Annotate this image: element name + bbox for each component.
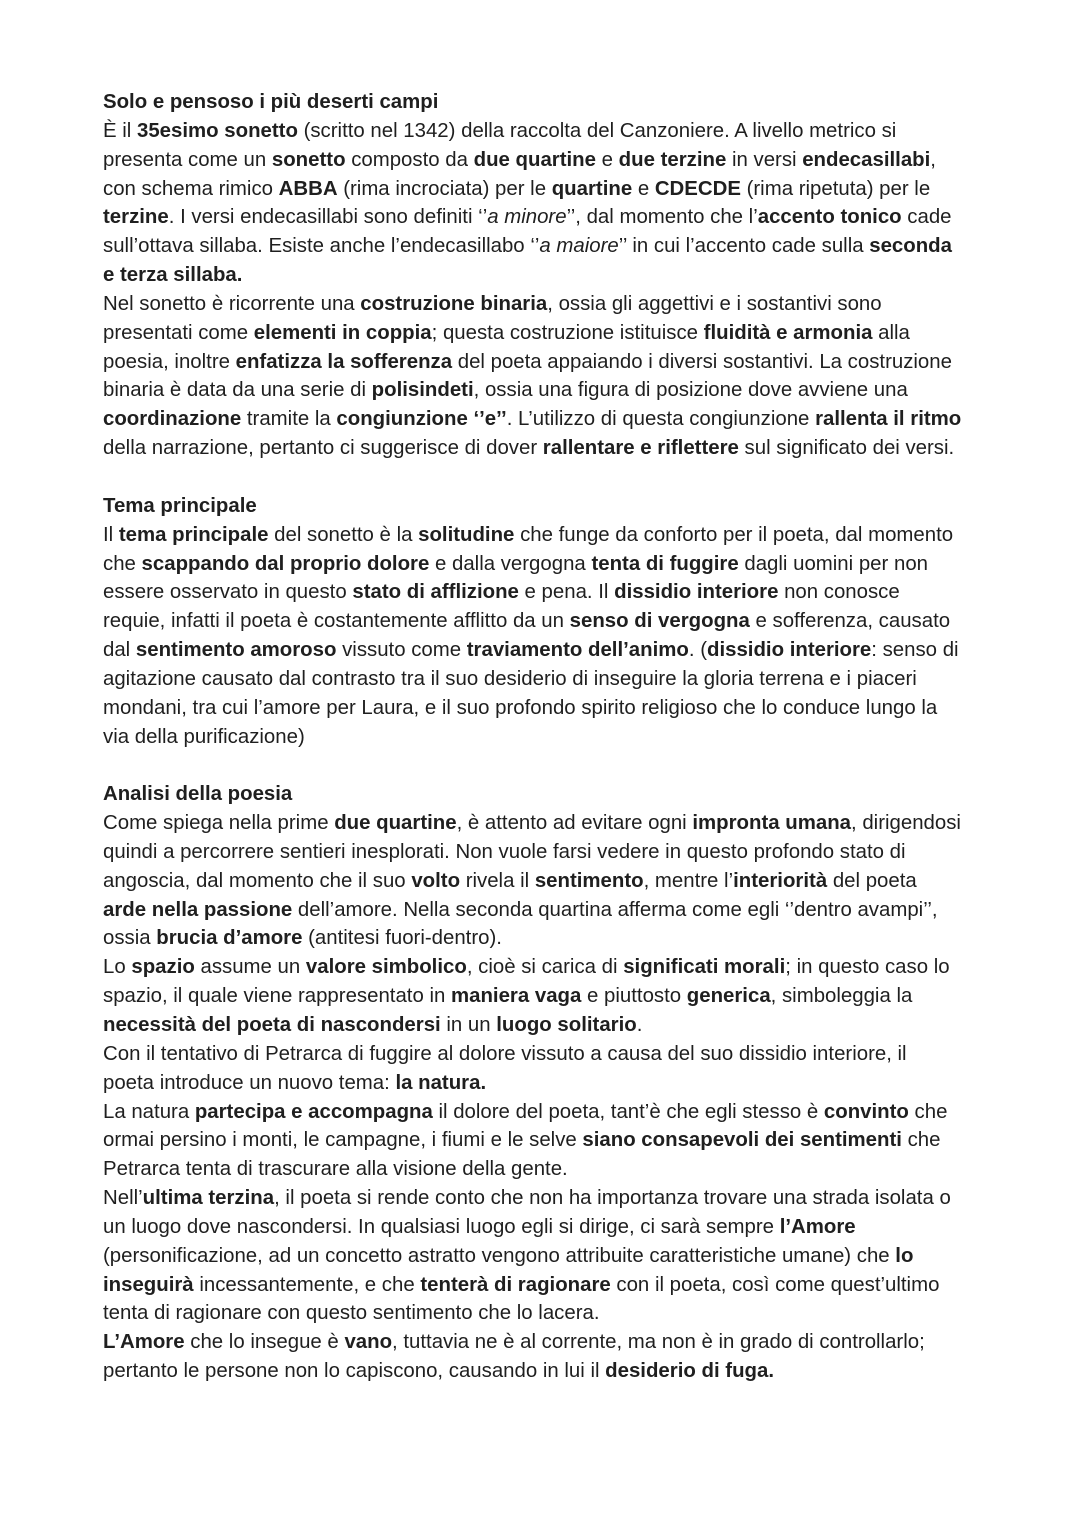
bold-text: due terzine [618,148,727,171]
paragraph [103,1184,963,1328]
paragraph [103,1040,963,1098]
bold-text: generica [686,985,771,1008]
bold-text: terzine [103,206,169,229]
bold-text: lo inseguirà [103,1244,914,1296]
italic-text: a minore [487,206,567,229]
text-run: della narrazione, pertanto ci suggerisce di dover [103,437,543,460]
bold-text: tenterà di ragionare [420,1273,611,1296]
text-run: , il poeta si rende conto che non ha importanza trovare una strada isolata o un luogo dove nascondersi. In qualsiasi luogo egli si dirige, ci sarà sempre [103,1187,951,1238]
section-heading-title: Solo e pensoso i più deserti campi [103,91,439,113]
text-run: , mentre l’ [643,869,734,892]
bold-text: interiorità [733,869,828,892]
text-run: dagli uomini per non essere osservato in questo [103,552,929,604]
bold-text: spazio [131,956,195,979]
bold-text: convinto [823,1100,909,1123]
text-run: ’’ in cui l’accento cade sulla [618,235,870,258]
text-run: , è attento ad evitare ogni [456,812,693,835]
section-spacer [103,463,963,492]
text-run: cade sull’ottava sillaba. Esiste anche l’endecasillabo ‘’ [103,206,952,258]
text-run: che ormai persino i monti, le campagne, i fiumi e le selve [103,1100,948,1152]
paragraph [103,809,963,953]
paragraph [103,953,963,1040]
text-run: rivela il [460,869,535,892]
bold-text: endecasillabi [802,148,931,171]
text-run: , dirigendosi quindi a percorrere sentieri inesplorati. Non vuole farsi vedere in questo profondo stato di angoscia, dal momento che il suo [103,812,961,892]
text-run: Il [103,523,119,546]
text-run: , cioè si carica di [466,956,624,979]
text-run: il dolore del poeta, tant’è che egli stesso è [432,1100,824,1123]
text-run: . [636,1014,643,1036]
section-spacer [103,751,963,780]
text-run: incessantemente, e che [193,1273,421,1296]
text-run: Nell’ [103,1187,143,1210]
bold-text: siano consapevoli dei sentimenti [582,1129,902,1152]
text-run: (personificazione, ad un concetto astratto vengono attribuite caratteristiche umane) che [103,1244,896,1267]
bold-text: tenta di fuggire [591,552,739,575]
text-run: del poeta [827,869,917,892]
bold-text: valore simbolico [305,956,467,979]
text-run: ; in questo caso lo spazio, il quale viene rappresentato in [103,956,950,1008]
text-run: Lo [103,956,132,979]
text-run: . L’utilizzo di questa congiunzione [506,408,816,431]
bold-text: enfatizza la sofferenza [235,350,453,373]
bold-text: arde nella passione [103,898,293,921]
bold-text: congiunzione ‘’e’’ [336,408,507,431]
text-run: in versi [726,148,803,171]
bold-text: ultima terzina [142,1187,275,1210]
paragraph [103,521,963,752]
text-run: in un [440,1014,497,1036]
bold-text: significati morali [623,956,786,979]
bold-text: sonetto [271,148,346,171]
text-run: (antitesi fuori-dentro). [302,927,502,950]
text-run: del poeta appaiando i diversi sostantivi. La costruzione binaria è data da una serie di [103,350,952,402]
bold-text: accento tonico [757,206,902,229]
paragraph [103,1328,963,1386]
text-run: : senso di agitazione causato dal contrasto tra il suo desiderio di inseguire la gloria terrena e i piaceri mondani, tra cui l’amore per Laura, e il suo profondo spirito religioso che lo conduce lungo la via della purificazione) [103,639,959,748]
bold-text: senso di vergogna [569,610,750,633]
bold-text: dissidio interiore [614,581,779,604]
bold-text: fluidità e armonia [703,321,873,344]
bold-text: partecipa e accompagna [194,1100,433,1123]
bold-text: sentimento amoroso [135,639,337,662]
bold-text: l’Amore [779,1215,856,1238]
text-run: È il [103,119,137,142]
bold-text: sentimento [534,869,644,892]
bold-text: volto [411,869,461,892]
text-run: sul significato dei versi. [738,437,955,460]
bold-text: CDECDE [654,177,741,200]
text-run: non conosce requie, infatti il poeta è costantemente afflitto da un [103,581,900,633]
italic-text: a maiore [539,235,619,258]
section-heading-analisi: Analisi della poesia [103,783,293,806]
text-run: che Petrarca tenta di trascurare alla visione della gente. [103,1129,941,1181]
bold-text: maniera vaga [451,985,582,1008]
bold-text: due quartine [473,148,596,171]
bold-text: 35esimo sonetto [137,119,298,142]
text-run: e pena. Il [518,581,615,604]
bold-text: luogo solitario [496,1014,637,1036]
bold-text: dissidio interiore [706,639,872,662]
document-page [103,88,963,1386]
text-run: Come spiega nella prime [103,812,335,835]
text-run: e sofferenza, causato dal [103,610,951,662]
bold-text: vano [344,1331,393,1354]
bold-text: elementi in coppia [253,321,432,344]
text-run: assume un [194,956,306,979]
bold-text: ABBA [278,177,338,200]
paragraph [103,1098,963,1185]
text-run: , simboleggia la [770,985,913,1008]
text-run: ; questa costruzione istituisce [431,321,704,344]
text-run: con il poeta, così come quest’ultimo tenta di ragionare con questo sentimento che lo lacera. [103,1273,940,1325]
text-run: Con il tentativo di Petrarca di fuggire al dolore vissuto a causa del suo dissidio interiore, il poeta introduce un nuovo tema: [103,1042,907,1094]
text-run: che funge da conforto per il poeta, dal momento che [103,523,954,575]
text-run: ’’, dal momento che l’ [566,206,758,229]
bold-text: rallentare e riflettere [542,437,739,460]
text-run: , tuttavia ne è al corrente, ma non è in grado di controllarlo; pertanto le persone non lo capiscono, causando in lui il [103,1331,925,1383]
text-run: che lo insegue è [184,1331,345,1354]
bold-text: due quartine [334,812,457,835]
bold-text: scappando dal proprio dolore [141,552,430,575]
text-run: (rima ripetuta) per le [740,177,931,200]
text-run: (rima incrociata) per le [337,177,552,200]
text-run: tramite la [241,408,337,431]
text-run: (scritto nel 1342) della raccolta del Canzoniere. A livello metrico si presenta come un [103,119,897,171]
text-run: . ( [688,639,707,662]
bold-text: quartine [551,177,633,200]
bold-text: tema principale [118,523,269,546]
text-run: composto da [345,148,474,171]
bold-text: rallenta il ritmo [815,408,962,431]
text-run: . I versi endecasillabi sono definiti ‘’ [168,206,488,229]
bold-text: necessità del poeta di nascondersi [103,1014,441,1036]
bold-text: solitudine [418,523,515,546]
text-run: , con schema rimico [103,148,936,200]
bold-text: impronta umana [692,812,851,835]
bold-text: coordinazione [103,408,242,431]
text-run: vissuto come [336,639,467,662]
text-run: dell’amore. Nella seconda quartina afferma come egli ‘’dentro avampi’’, ossia [103,898,938,950]
section-tema [103,492,963,752]
bold-text: brucia d’amore [156,927,303,950]
bold-text: polisindeti [371,379,474,402]
paragraph [103,290,963,463]
text-run: del sonetto è la [268,523,419,546]
section-analisi [103,780,963,1386]
text-run: e [595,148,619,171]
bold-text: costruzione binaria [360,292,548,315]
bold-text: traviamento dell’animo [466,639,689,662]
text-run: La natura [103,1100,195,1123]
text-run: , ossia una figura di posizione dove avviene una [473,379,908,402]
bold-text: la natura. [395,1071,487,1094]
bold-text: stato di afflizione [352,581,519,604]
section-heading-tema: Tema principale [103,494,257,517]
text-run: e piuttosto [581,985,687,1008]
text-run: , ossia gli aggettivi e i sostantivi sono presentati come [103,292,882,344]
text-run: alla poesia, inoltre [103,321,910,373]
bold-text: L’Amore [103,1331,185,1354]
text-run: Nel sonetto è ricorrente una [103,292,361,315]
section-intro [103,88,963,463]
text-run: e dalla vergogna [429,552,592,575]
text-run: e [632,177,655,200]
paragraph [103,117,963,290]
bold-text: desiderio di fuga. [605,1360,774,1383]
bold-text: seconda e terza sillaba. [103,235,952,287]
